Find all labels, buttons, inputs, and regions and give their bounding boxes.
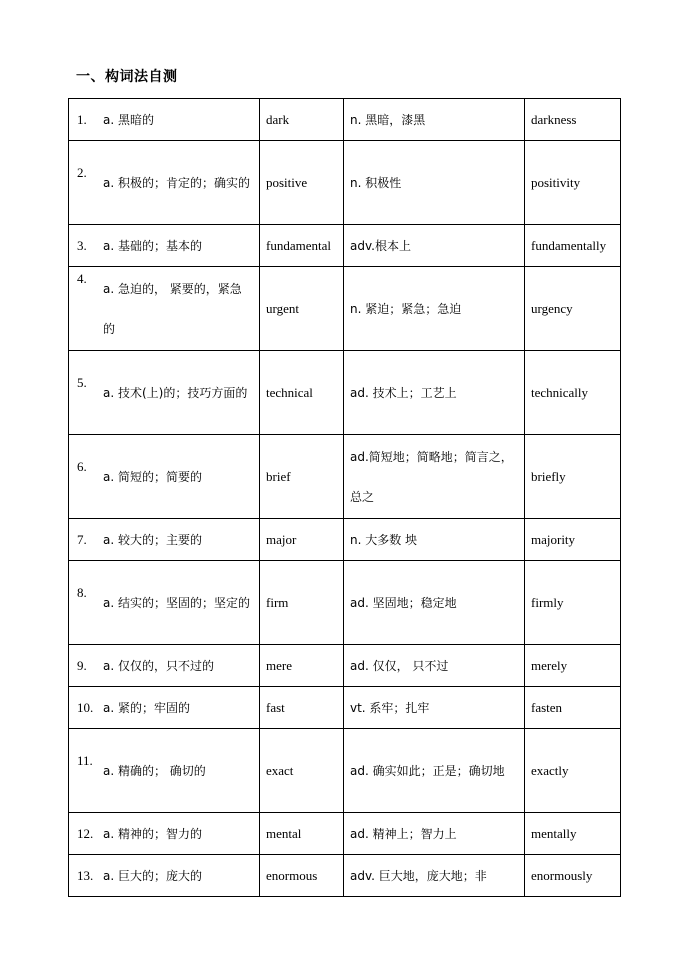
derived-word: enormously [525,855,621,897]
adjective-definition: a. 急迫的， 紧要的，紧急的 [103,281,242,336]
definition-wrap [77,751,253,791]
definition-wrap [77,163,253,203]
derived-word: merely [525,645,621,687]
base-word: technical [260,351,344,435]
derived-word: briefly [525,435,621,519]
base-word: enormous [260,855,344,897]
base-word: urgent [260,267,344,351]
derived-definition: ad. 仅仅， 只不过 [344,645,525,687]
row-number: 11. [77,752,93,768]
row-number: 9. [77,657,87,673]
adjective-definition: a. 黑暗的 [103,112,154,127]
base-word: firm [260,561,344,645]
section-heading: 一、构词法自测 [76,69,178,85]
base-word: mere [260,645,344,687]
definition-cell [69,561,260,645]
row-number: 7. [77,531,87,547]
table-row [69,435,621,519]
definition-cell [69,855,260,897]
base-word: positive [260,141,344,225]
adjective-definition: a. 技术(上)的；技巧方面的 [103,385,248,400]
base-word: fast [260,687,344,729]
derived-definition: ad. 坚固地；稳定地 [344,561,525,645]
definition-cell [69,813,260,855]
definition-cell [69,645,260,687]
base-word: fundamental [260,225,344,267]
adjective-definition: a. 精确的； 确切的 [103,763,206,778]
table-row [69,141,621,225]
table-row [69,561,621,645]
derived-word: fasten [525,687,621,729]
base-word: brief [260,435,344,519]
derived-definition: n. 积极性 [344,141,525,225]
row-number: 6. [77,458,87,474]
definition-wrap [77,530,253,550]
adjective-definition: a. 仅仅的，只不过的 [103,658,214,673]
table-row [69,225,621,267]
row-number: 4. [77,270,87,286]
derived-word: majority [525,519,621,561]
base-word: exact [260,729,344,813]
adjective-definition: a. 紧的；牢固的 [103,700,190,715]
definition-wrap [77,373,253,413]
adjective-definition: a. 精神的；智力的 [103,826,202,841]
table-row [69,645,621,687]
definition-wrap [77,236,253,256]
definition-cell [69,225,260,267]
base-word: mental [260,813,344,855]
derived-word: urgency [525,267,621,351]
definition-cell [69,519,260,561]
row-number: 13. [77,867,94,883]
definition-wrap [77,457,253,497]
definition-wrap [77,698,253,718]
definition-cell [69,141,260,225]
definition-wrap [77,269,253,349]
table-row [69,351,621,435]
derived-definition: n. 紧迫；紧急；急迫 [344,267,525,351]
definition-cell [69,729,260,813]
adjective-definition: a. 基础的；基本的 [103,238,202,253]
word-formation-table [68,98,621,897]
table-row [69,519,621,561]
derived-word: mentally [525,813,621,855]
derived-word: exactly [525,729,621,813]
definition-cell [69,351,260,435]
table-row [69,99,621,141]
derived-definition: ad. 确实如此；正是；确切地 [344,729,525,813]
definition-cell [69,99,260,141]
derived-definition: n. 大多数 坱 [344,519,525,561]
definition-cell [69,435,260,519]
derived-definition: ad. 精神上；智力上 [344,813,525,855]
derived-word: positivity [525,141,621,225]
table-row [69,813,621,855]
adjective-definition: a. 简短的；简要的 [103,469,202,484]
table-row [69,729,621,813]
derived-definition: ad. 技术上；工艺上 [344,351,525,435]
definition-wrap [77,110,253,130]
row-number: 2. [77,164,87,180]
adjective-definition: a. 结实的；坚固的；坚定的 [103,595,250,610]
definition-wrap [77,583,253,623]
derived-definition: adv. 巨大地，庞大地；非 [344,855,525,897]
table-row [69,855,621,897]
adjective-definition: a. 较大的；主要的 [103,532,202,547]
definition-cell [69,687,260,729]
base-word: major [260,519,344,561]
row-number: 10. [77,699,94,715]
row-number: 8. [77,584,87,600]
derived-word: fundamentally [525,225,621,267]
row-number: 3. [77,237,87,253]
derived-definition: adv.根本上 [344,225,525,267]
row-number: 1. [77,111,87,127]
row-number: 12. [77,825,94,841]
derived-word: technically [525,351,621,435]
definition-cell [69,267,260,351]
definition-wrap [77,824,253,844]
definition-wrap [77,866,253,886]
adjective-definition: a. 巨大的；庞大的 [103,868,202,883]
table-row [69,687,621,729]
row-number: 5. [77,374,87,390]
derived-word: darkness [525,99,621,141]
derived-definition: vt. 系牢；扎牢 [344,687,525,729]
adjective-definition: a. 积极的；肯定的；确实的 [103,175,250,190]
derived-definition: n. 黑暗，漆黑 [344,99,525,141]
derived-definition: ad.简短地；简略地；简言之，总之 [344,435,525,519]
base-word: dark [260,99,344,141]
derived-word: firmly [525,561,621,645]
table-row [69,267,621,351]
definition-wrap [77,656,253,676]
